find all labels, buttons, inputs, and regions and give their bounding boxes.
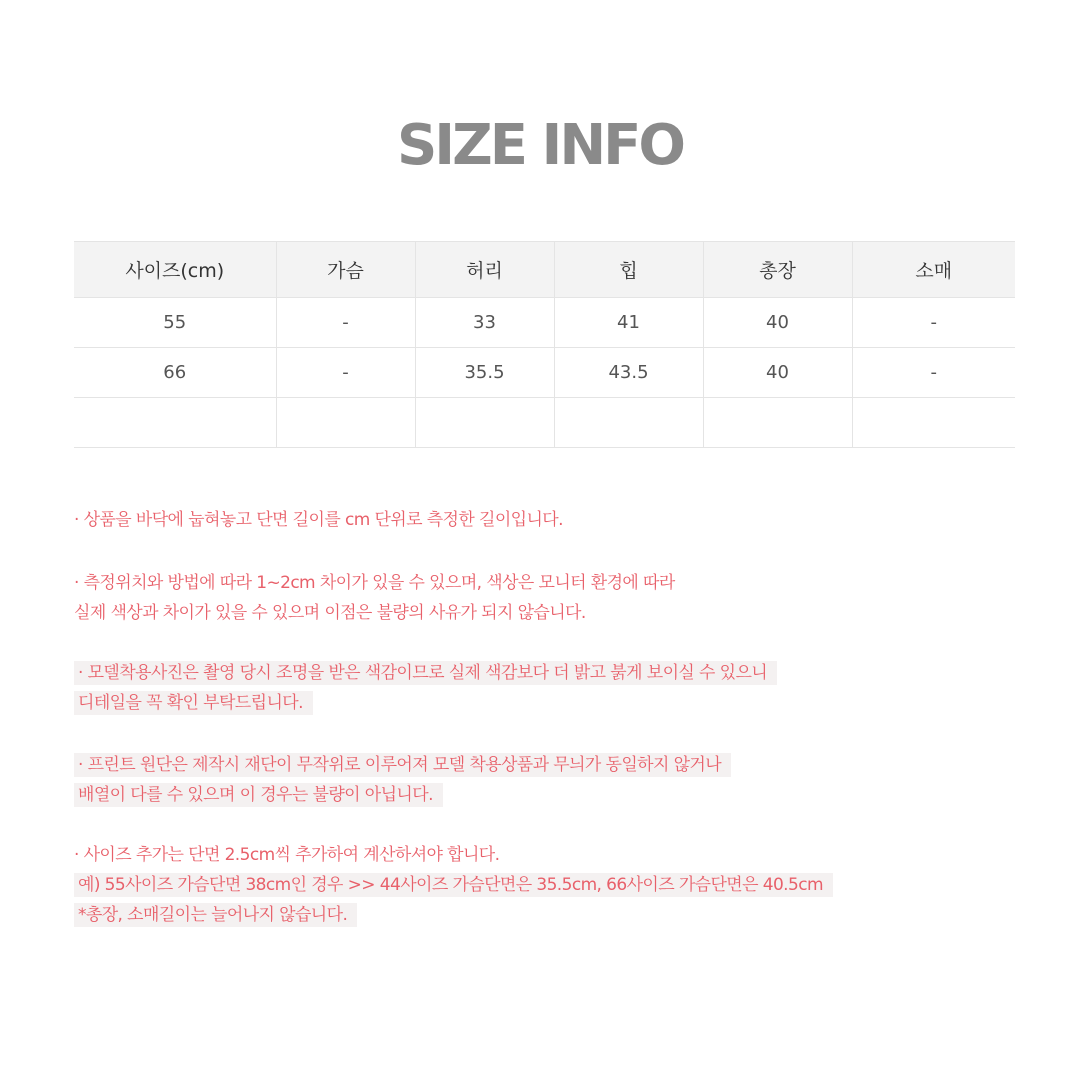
note-line-highlighted: · 프린트 원단은 제작시 재단이 무작위로 이루어져 모델 착용상품과 무늬가 동일하지 않거나 bbox=[74, 753, 731, 777]
size-table bbox=[74, 241, 1015, 448]
table-cell: 43.5 bbox=[554, 348, 703, 398]
table-cell: - bbox=[276, 348, 415, 398]
header-sleeve: 소매 bbox=[852, 242, 1015, 298]
note-size-addition bbox=[74, 840, 833, 930]
note-line: · 상품을 바닥에 눕혀놓고 단면 길이를 cm 단위로 측정한 길이입니다. bbox=[74, 510, 563, 530]
note-model-photo bbox=[74, 658, 777, 718]
table-cell bbox=[554, 398, 703, 448]
table-cell: - bbox=[276, 298, 415, 348]
note-line: · 측정위치와 방법에 따라 1~2cm 차이가 있을 수 있으며, 색상은 모니터 환경에 따라 bbox=[74, 573, 675, 593]
table-cell: 55 bbox=[74, 298, 276, 348]
note-print-fabric bbox=[74, 750, 731, 810]
table-cell: 35.5 bbox=[415, 348, 554, 398]
note-line-highlighted: 예) 55사이즈 가슴단면 38cm인 경우 >> 44사이즈 가슴단면은 35.5cm, 66사이즈 가슴단면은 40.5cm bbox=[74, 873, 833, 897]
table-row bbox=[74, 398, 1015, 448]
header-length: 총장 bbox=[703, 242, 852, 298]
table-row bbox=[74, 348, 1015, 398]
note-line-highlighted: *총장, 소매길이는 늘어나지 않습니다. bbox=[74, 903, 357, 927]
page-title: SIZE INFO bbox=[396, 113, 684, 178]
table-cell: 41 bbox=[554, 298, 703, 348]
table-cell bbox=[74, 398, 276, 448]
header-hip: 힙 bbox=[554, 242, 703, 298]
note-measurement-variance bbox=[74, 568, 675, 628]
table-cell: - bbox=[852, 298, 1015, 348]
note-line: · 사이즈 추가는 단면 2.5cm씩 추가하여 계산하셔야 합니다. bbox=[74, 845, 500, 865]
table-cell bbox=[276, 398, 415, 448]
table-cell: 33 bbox=[415, 298, 554, 348]
header-size: 사이즈(cm) bbox=[74, 242, 276, 298]
note-measurement-method bbox=[74, 505, 563, 535]
table-cell bbox=[852, 398, 1015, 448]
table-row bbox=[74, 298, 1015, 348]
header-chest: 가슴 bbox=[276, 242, 415, 298]
note-line-highlighted: 디테일을 꼭 확인 부탁드립니다. bbox=[74, 691, 313, 715]
table-cell: 40 bbox=[703, 298, 852, 348]
note-line-highlighted: 배열이 다를 수 있으며 이 경우는 불량이 아닙니다. bbox=[74, 783, 443, 807]
note-line-highlighted: · 모델착용사진은 촬영 당시 조명을 받은 색감이므로 실제 색감보다 더 밝고 붉게 보이실 수 있으니 bbox=[74, 661, 777, 685]
table-cell: - bbox=[852, 348, 1015, 398]
table-header-row bbox=[74, 242, 1015, 298]
table-cell bbox=[703, 398, 852, 448]
table-cell: 66 bbox=[74, 348, 276, 398]
table-cell bbox=[415, 398, 554, 448]
header-waist: 허리 bbox=[415, 242, 554, 298]
note-line: 실제 색상과 차이가 있을 수 있으며 이점은 불량의 사유가 되지 않습니다. bbox=[74, 603, 586, 623]
table-cell: 40 bbox=[703, 348, 852, 398]
